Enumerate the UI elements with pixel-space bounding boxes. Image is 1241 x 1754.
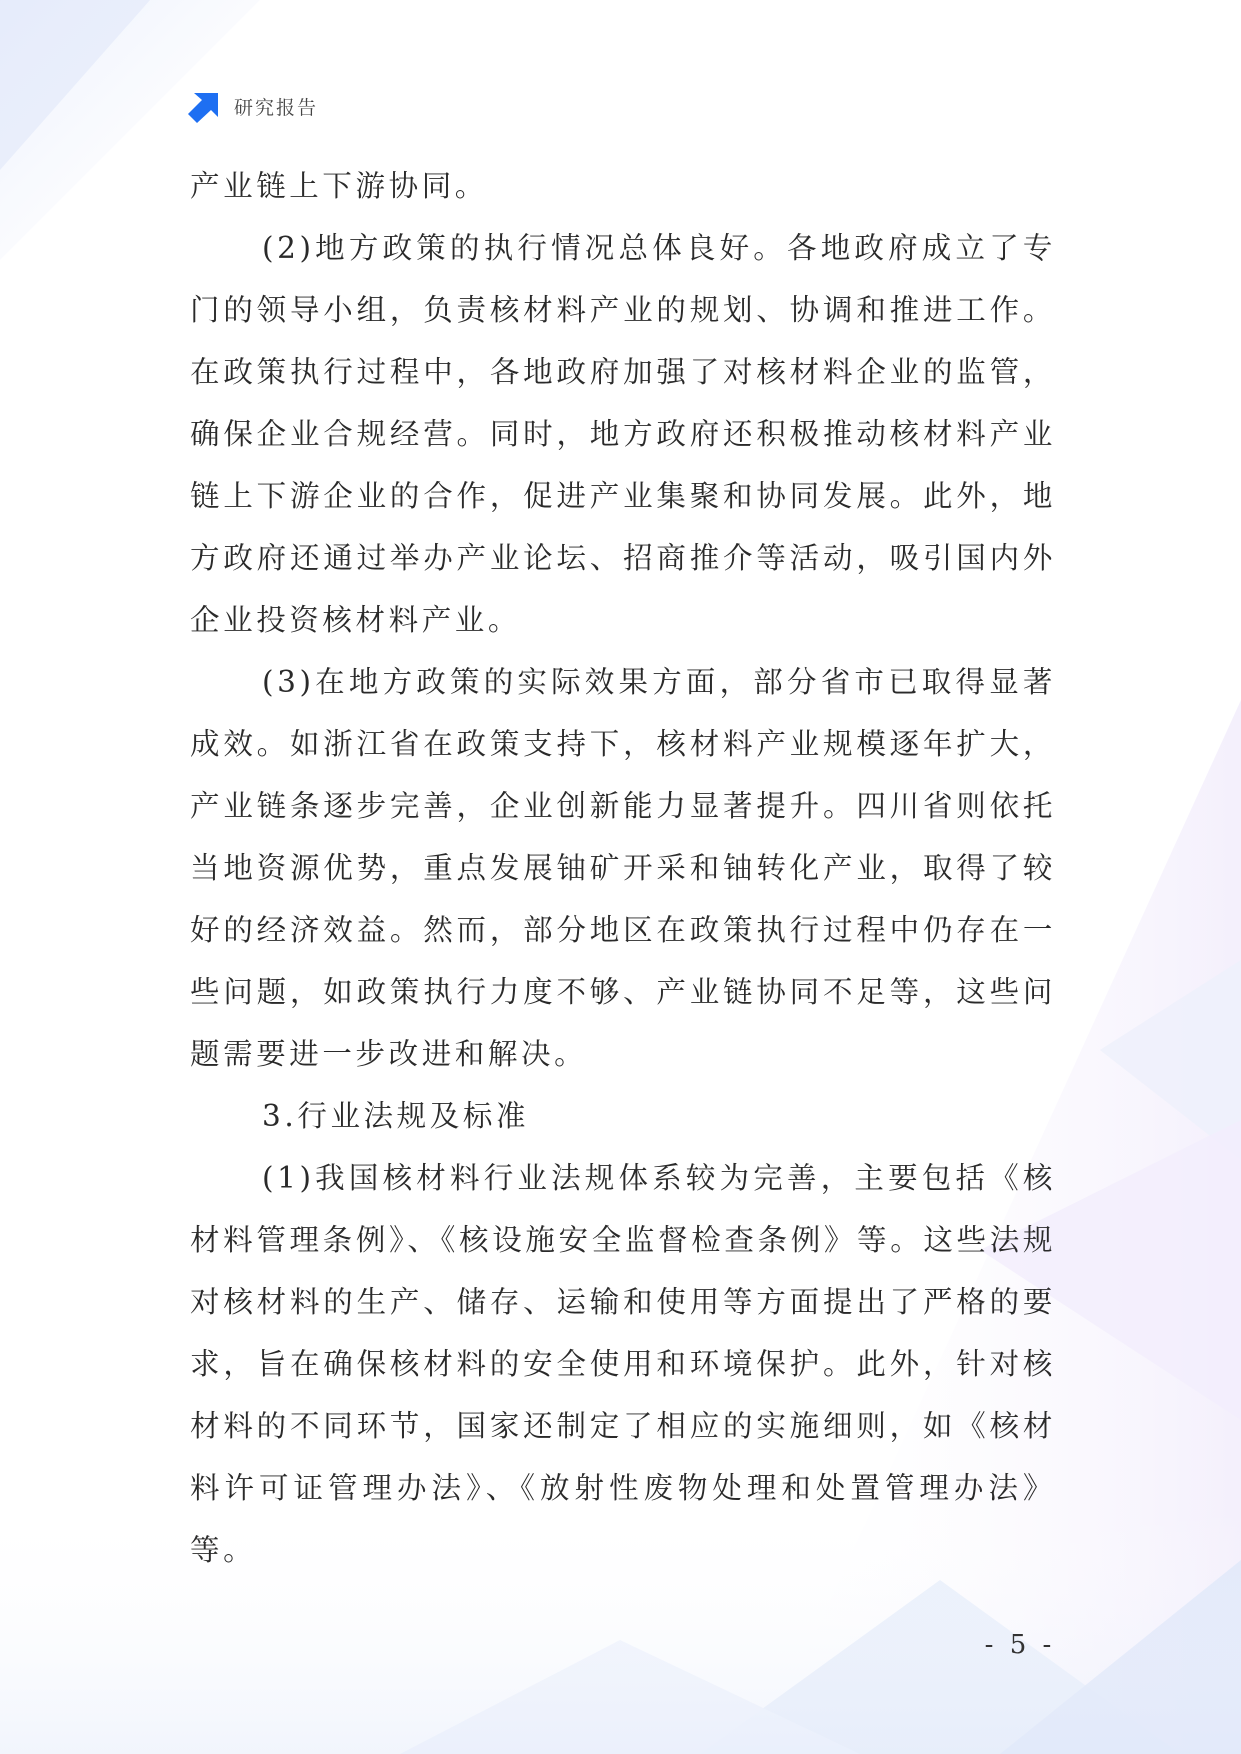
diagonal-arrow-icon [188, 89, 222, 123]
report-header [188, 88, 318, 124]
page-number: - 5 - [984, 1630, 1056, 1660]
paragraph-local-policy-execution: (2)地方政策的执行情况总体良好。各地政府成立了专门的领导小组，负责核材料产业的规划、协调和推进工作。在政策执行过程中，各地政府加强了对核材料企业的监管，确保企业合规经营。同时，地方政府还积极推动核材料产业链上下游企业的合作，促进产业集聚和协同发展。此外，地方政府还通过举办产业论坛、招商推介等活动，吸引国内外企业投资核材料产业。 [190, 231, 1056, 637]
paragraph-continuation: 产业链上下游协同。 [190, 169, 488, 203]
paragraph-local-policy-effect: (3)在地方政策的实际效果方面，部分省市已取得显著成效。如浙江省在政策支持下，核材料产业规模逐年扩大，产业链条逐步完善，企业创新能力显著提升。四川省则依托当地资源优势，重点发展铀矿开采和铀转化产业，取得了较好的经济效益。然而，部分地区在政策执行过程中仍存在一些问题，如政策执行力度不够、产业链协同不足等，这些问题需要进一步改进和解决。 [190, 665, 1056, 1071]
document-body [190, 155, 1056, 1581]
paragraph-regulations: (1)我国核材料行业法规体系较为完善，主要包括《核材料管理条例》、《核设施安全监督检查条例》等。这些法规对核材料的生产、储存、运输和使用等方面提出了严格的要求，旨在确保核材料的安全使用和环境保护。此外，针对核材料的不同环节，国家还制定了相应的实施细则，如《核材料许可证管理办法》、《放射性废物处理和处置管理办法》等。 [190, 1161, 1056, 1567]
section-heading: 3.行业法规及标准 [262, 1099, 530, 1133]
header-title: 研究报告 [234, 96, 319, 119]
